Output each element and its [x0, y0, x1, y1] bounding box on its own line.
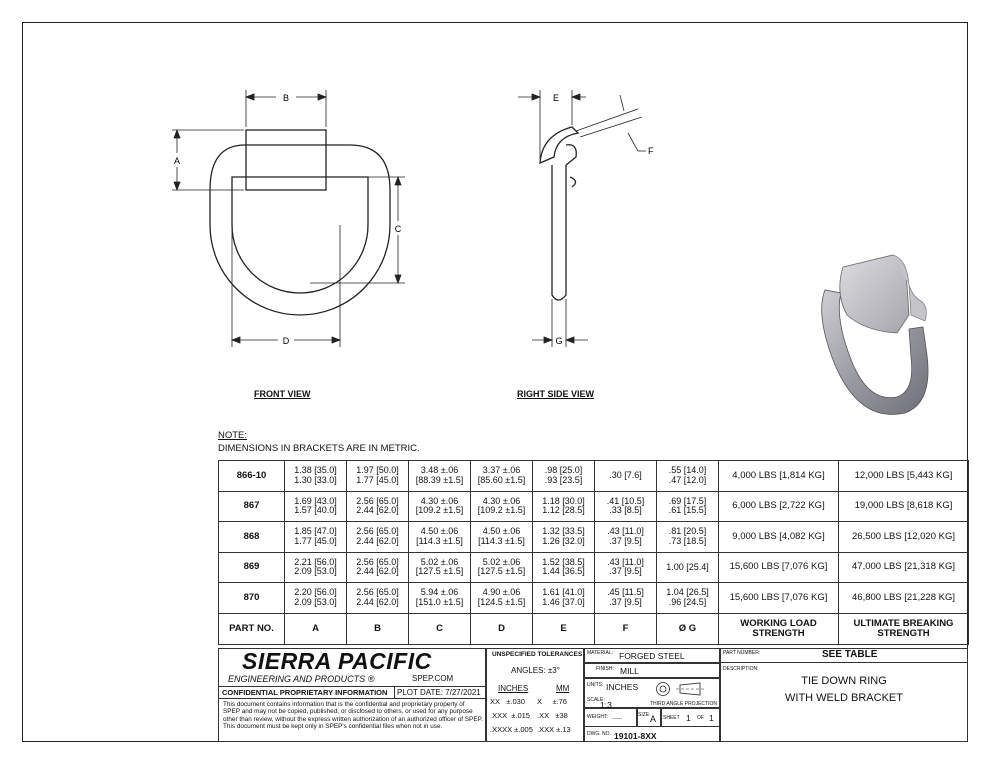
header-cell: ULTIMATE BREAKING STRENGTH — [839, 613, 969, 644]
dim-e-cell — [533, 491, 595, 522]
confidential-label: CONFIDENTIAL PROPRIETARY INFORMATION — [222, 688, 388, 697]
dim-value: 2.44 [62.0] — [356, 535, 399, 546]
dim-value: .61 [15.5] — [668, 505, 707, 516]
dim-d-cell — [471, 552, 533, 583]
spec-header-row — [219, 613, 969, 644]
material-value: FORGED STEEL — [619, 651, 685, 661]
sheet-value: 1 — [686, 713, 691, 723]
part-number-cell: 867 — [219, 491, 285, 522]
note-heading: NOTE: — [218, 430, 248, 441]
dwg-no-label: DWG. NO. — [587, 731, 611, 737]
working-load-cell: 9,000 LBS [4,082 KG] — [719, 522, 839, 553]
dim-value: 4.50 ±.06 — [482, 526, 521, 537]
dim-value: 1.32 [33.5] — [542, 526, 585, 537]
weight-label: WEIGHT: — [587, 714, 608, 720]
dim-value: .73 [18.5] — [668, 535, 707, 546]
header-cell: B — [347, 613, 409, 644]
ring-inner-outline — [232, 177, 368, 293]
dim-e-cell — [533, 522, 595, 553]
dim-value: 2.09 [53.0] — [294, 566, 337, 577]
units-label: UNITS: — [587, 682, 604, 688]
dim-value: [109.2 ±1.5] — [477, 505, 526, 516]
dim-g-cell — [657, 552, 719, 583]
part-number-cell: 869 — [219, 552, 285, 583]
dim-g-cell — [657, 583, 719, 614]
dim-value: .43 [11.0] — [607, 556, 644, 567]
dim-a-cell — [285, 552, 347, 583]
projection-label: THIRD ANGLE PROJECTION — [650, 701, 717, 707]
dim-d-cell — [471, 491, 533, 522]
ultimate-breaking-cell: 12,000 LBS [5,443 KG] — [839, 461, 969, 492]
spec-row — [219, 583, 969, 614]
company-name: SIERRA PACIFIC — [242, 648, 432, 674]
dim-value: 2.56 [65.0] — [356, 495, 399, 506]
confidential-text: This document contains information that is the confidential and proprietary property of SPEP and may not be copied, published, or disclosed to others, or used for any purpose other than review, without the express written authorization of an authorized officer of SPEP. This document must be kept only in SPEP's confidential files when not in use. — [223, 701, 483, 731]
front-view-drawing — [160, 85, 420, 355]
tol-inch-1: XX ±.030 — [490, 697, 525, 706]
dim-c-cell — [409, 552, 471, 583]
ultimate-breaking-cell: 26,500 LBS [12,020 KG] — [839, 522, 969, 553]
spec-row — [219, 491, 969, 522]
dim-value: .37 [9.5] — [609, 596, 642, 607]
registered-mark: ® — [367, 674, 375, 684]
dim-value: 2.21 [56.0] — [294, 556, 337, 567]
part-number-cell: 870 — [219, 583, 285, 614]
tol-inch-2: .XXX ±.015 — [490, 711, 530, 720]
dim-b-label: B — [282, 93, 290, 103]
inches-label: INCHES — [498, 684, 529, 693]
spec-row — [219, 522, 969, 553]
dim-value: [151.0 ±1.5] — [415, 596, 464, 607]
ultimate-breaking-cell: 19,000 LBS [8,618 KG] — [839, 491, 969, 522]
isometric-render — [805, 245, 955, 435]
size-label: SIZE: — [638, 712, 651, 718]
dim-value: .45 [11.5] — [607, 587, 644, 598]
dim-value: 1.52 [38.5] — [542, 556, 585, 567]
dim-c-cell — [409, 522, 471, 553]
dim-b-cell — [347, 583, 409, 614]
dim-value: 1.04 [26.5] — [666, 587, 709, 598]
dim-value: .30 [7.6] — [609, 470, 642, 480]
dim-value: .37 [9.5] — [609, 566, 642, 577]
tol-mm-1: X ±.76 — [537, 697, 567, 706]
mm-label: MM — [556, 684, 570, 693]
dim-b-cell — [347, 522, 409, 553]
dim-a-cell — [285, 583, 347, 614]
size-value: A — [650, 714, 657, 724]
header-cell: PART NO. — [219, 613, 285, 644]
working-load-cell: 4,000 LBS [1,814 KG] — [719, 461, 839, 492]
working-load-cell: 15,600 LBS [7,076 KG] — [719, 583, 839, 614]
dim-value: 1.77 [45.0] — [294, 535, 337, 546]
part-number-value: SEE TABLE — [822, 649, 878, 660]
dim-value: 1.77 [45.0] — [356, 474, 399, 485]
tol-inch-3: .XXXX ±.005 — [490, 725, 533, 734]
dim-value: .33 [8.5] — [609, 505, 642, 516]
dim-value: [114.3 ±1.5] — [416, 535, 463, 546]
dim-value: .41 [10.5] — [606, 495, 645, 506]
side-view-label: RIGHT SIDE VIEW — [517, 389, 595, 399]
dim-value: .47 [12.0] — [668, 474, 707, 485]
dim-value: .96 [24.5] — [668, 596, 707, 607]
dim-f-cell — [595, 552, 657, 583]
plot-date: PLOT DATE: 7/27/2021 — [397, 688, 481, 697]
of-value: 1 — [709, 713, 714, 723]
dim-d-label: D — [282, 336, 290, 346]
dim-value: 2.20 [56.0] — [294, 587, 337, 598]
finish-label: FINISH: — [596, 666, 614, 672]
header-cell: D — [471, 613, 533, 644]
dim-a-cell — [285, 522, 347, 553]
dim-a-label: A — [173, 156, 181, 166]
dim-g-label: G — [555, 336, 563, 346]
dim-value: .98 [25.0] — [544, 465, 583, 476]
dim-g-cell — [657, 461, 719, 492]
part-number-label: PART NUMBER: — [723, 650, 761, 656]
dwg-no-value: 19101-8XX — [614, 731, 657, 741]
dim-value: [88.39 ±1.5] — [415, 474, 464, 485]
dim-value: 3.37 ±.06 — [482, 465, 521, 476]
dim-b-cell — [347, 461, 409, 492]
dim-e-cell — [533, 461, 595, 492]
header-cell: F — [595, 613, 657, 644]
dim-value: [124.5 ±1.5] — [477, 596, 526, 607]
dim-value: 4.90 ±.06 — [482, 587, 521, 598]
dim-d-cell — [471, 522, 533, 553]
dim-f-cell — [595, 491, 657, 522]
working-load-cell: 15,600 LBS [7,076 KG] — [719, 552, 839, 583]
dim-value: [114.3 ±1.5] — [478, 535, 525, 546]
header-cell: Ø G — [657, 613, 719, 644]
dim-value: .69 [17.5] — [668, 495, 707, 506]
header-cell: C — [409, 613, 471, 644]
working-load-cell: 6,000 LBS [2,722 KG] — [719, 491, 839, 522]
dim-value: 1.61 [41.0] — [542, 587, 585, 598]
dim-value: 4.30 ±.06 — [420, 495, 459, 506]
spec-row — [219, 461, 969, 492]
dim-value: 5.02 ±.06 — [482, 556, 521, 567]
tolerances-label: UNSPECIFIED TOLERANCES — [492, 651, 583, 658]
sheet-label: SHEET — [663, 715, 680, 721]
weld-bracket-outline — [246, 130, 326, 190]
side-ring-outline — [552, 165, 566, 300]
dim-value: 1.12 [28.5] — [542, 505, 585, 516]
angles-tolerance: ANGLES: ±3° — [511, 666, 560, 675]
dim-b-cell — [347, 491, 409, 522]
dim-c-cell — [409, 491, 471, 522]
dim-a-cell — [285, 491, 347, 522]
dim-d-cell — [471, 461, 533, 492]
tol-mm-2: .XX ±38 — [537, 711, 568, 720]
dim-value: 1.00 [25.4] — [666, 561, 709, 572]
dim-value: .81 [20.5] — [668, 526, 707, 537]
dim-c-label: C — [394, 224, 402, 234]
company-website: SPEP.COM — [412, 674, 454, 683]
dim-e-cell — [533, 552, 595, 583]
dim-b-cell — [347, 552, 409, 583]
scale-value: 1:3 — [600, 700, 612, 710]
dim-value: [127.5 ±1.5] — [415, 566, 464, 577]
weight-value: ------ — [612, 716, 622, 722]
front-view-label: FRONT VIEW — [254, 389, 311, 399]
dim-value: 1.46 [37.0] — [542, 596, 585, 607]
dim-value: .55 [14.0] — [668, 465, 707, 476]
header-cell: WORKING LOAD STRENGTH — [719, 613, 839, 644]
dim-g-cell — [657, 522, 719, 553]
dim-value: 1.30 [33.0] — [294, 474, 337, 485]
part-number-cell: 868 — [219, 522, 285, 553]
dim-value: .37 [9.5] — [609, 535, 642, 546]
dim-e-label: E — [552, 93, 560, 103]
dim-value: 1.26 [32.0] — [542, 535, 585, 546]
dim-value: 3.48 ±.06 — [420, 465, 459, 476]
description-line-1: TIE DOWN RING — [801, 675, 887, 687]
dim-value: 1.18 [30.0] — [542, 495, 585, 506]
note-text: DIMENSIONS IN BRACKETS ARE IN METRIC. — [218, 443, 420, 454]
company-subtitle: ENGINEERING AND PRODUCTS ® — [228, 674, 375, 684]
dim-f-cell — [595, 522, 657, 553]
dim-d-cell — [471, 583, 533, 614]
projection-symbol-icon — [650, 680, 710, 698]
ring-outer-outline — [210, 145, 390, 315]
dim-f-label: F — [648, 146, 654, 156]
dim-value: [85.60 ±1.5] — [477, 474, 526, 485]
dim-value: 2.56 [65.0] — [356, 526, 399, 537]
dim-value: 4.30 ±.06 — [482, 495, 521, 506]
dim-f-cell — [595, 461, 657, 492]
dim-value: 2.44 [62.0] — [356, 505, 399, 516]
tol-mm-3: .XXX ±.13 — [537, 725, 571, 734]
of-label: OF — [697, 715, 704, 721]
dim-value: [127.5 ±1.5] — [477, 566, 526, 577]
scale-label: SCALE: — [587, 697, 605, 703]
dim-value: 5.02 ±.06 — [420, 556, 459, 567]
dim-value: 4.50 ±.06 — [420, 526, 459, 537]
dim-value: .43 [11.0] — [607, 526, 644, 537]
dim-e-cell — [533, 583, 595, 614]
dim-value: 1.69 [43.0] — [294, 495, 337, 506]
dim-value: 2.44 [62.0] — [356, 566, 399, 577]
ultimate-breaking-cell: 47,000 LBS [21,318 KG] — [839, 552, 969, 583]
dim-value: 2.09 [53.0] — [294, 596, 337, 607]
dim-value: 1.97 [50.0] — [356, 465, 399, 476]
dim-value: 2.56 [65.0] — [356, 556, 399, 567]
dim-c-cell — [409, 461, 471, 492]
finish-value: MILL — [620, 666, 639, 676]
dim-value: .93 [23.5] — [544, 474, 583, 485]
spec-row — [219, 552, 969, 583]
description-label: DESCRIPTION: — [723, 666, 759, 672]
part-number-cell: 866-10 — [219, 461, 285, 492]
dim-value: 5.94 ±.06 — [420, 587, 459, 598]
ultimate-breaking-cell: 46,800 LBS [21,228 KG] — [839, 583, 969, 614]
header-cell: A — [285, 613, 347, 644]
spec-table — [218, 460, 969, 645]
dim-value: 2.56 [65.0] — [356, 587, 399, 598]
dim-value: 2.44 [62.0] — [356, 596, 399, 607]
description-line-2: WITH WELD BRACKET — [785, 692, 903, 704]
dim-value: [109.2 ±1.5] — [415, 505, 464, 516]
side-view-drawing — [510, 85, 670, 355]
dim-a-cell — [285, 461, 347, 492]
dim-value: 1.85 [47.0] — [294, 526, 337, 537]
dim-value: 1.57 [40.0] — [294, 505, 337, 516]
header-cell: E — [533, 613, 595, 644]
dim-c-cell — [409, 583, 471, 614]
units-value: INCHES — [606, 682, 639, 692]
dim-g-cell — [657, 491, 719, 522]
dim-value: 1.44 [36.5] — [542, 566, 585, 577]
dim-f-cell — [595, 583, 657, 614]
dim-value: 1.38 [35.0] — [294, 465, 337, 476]
material-label: MATERIAL: — [587, 650, 614, 656]
